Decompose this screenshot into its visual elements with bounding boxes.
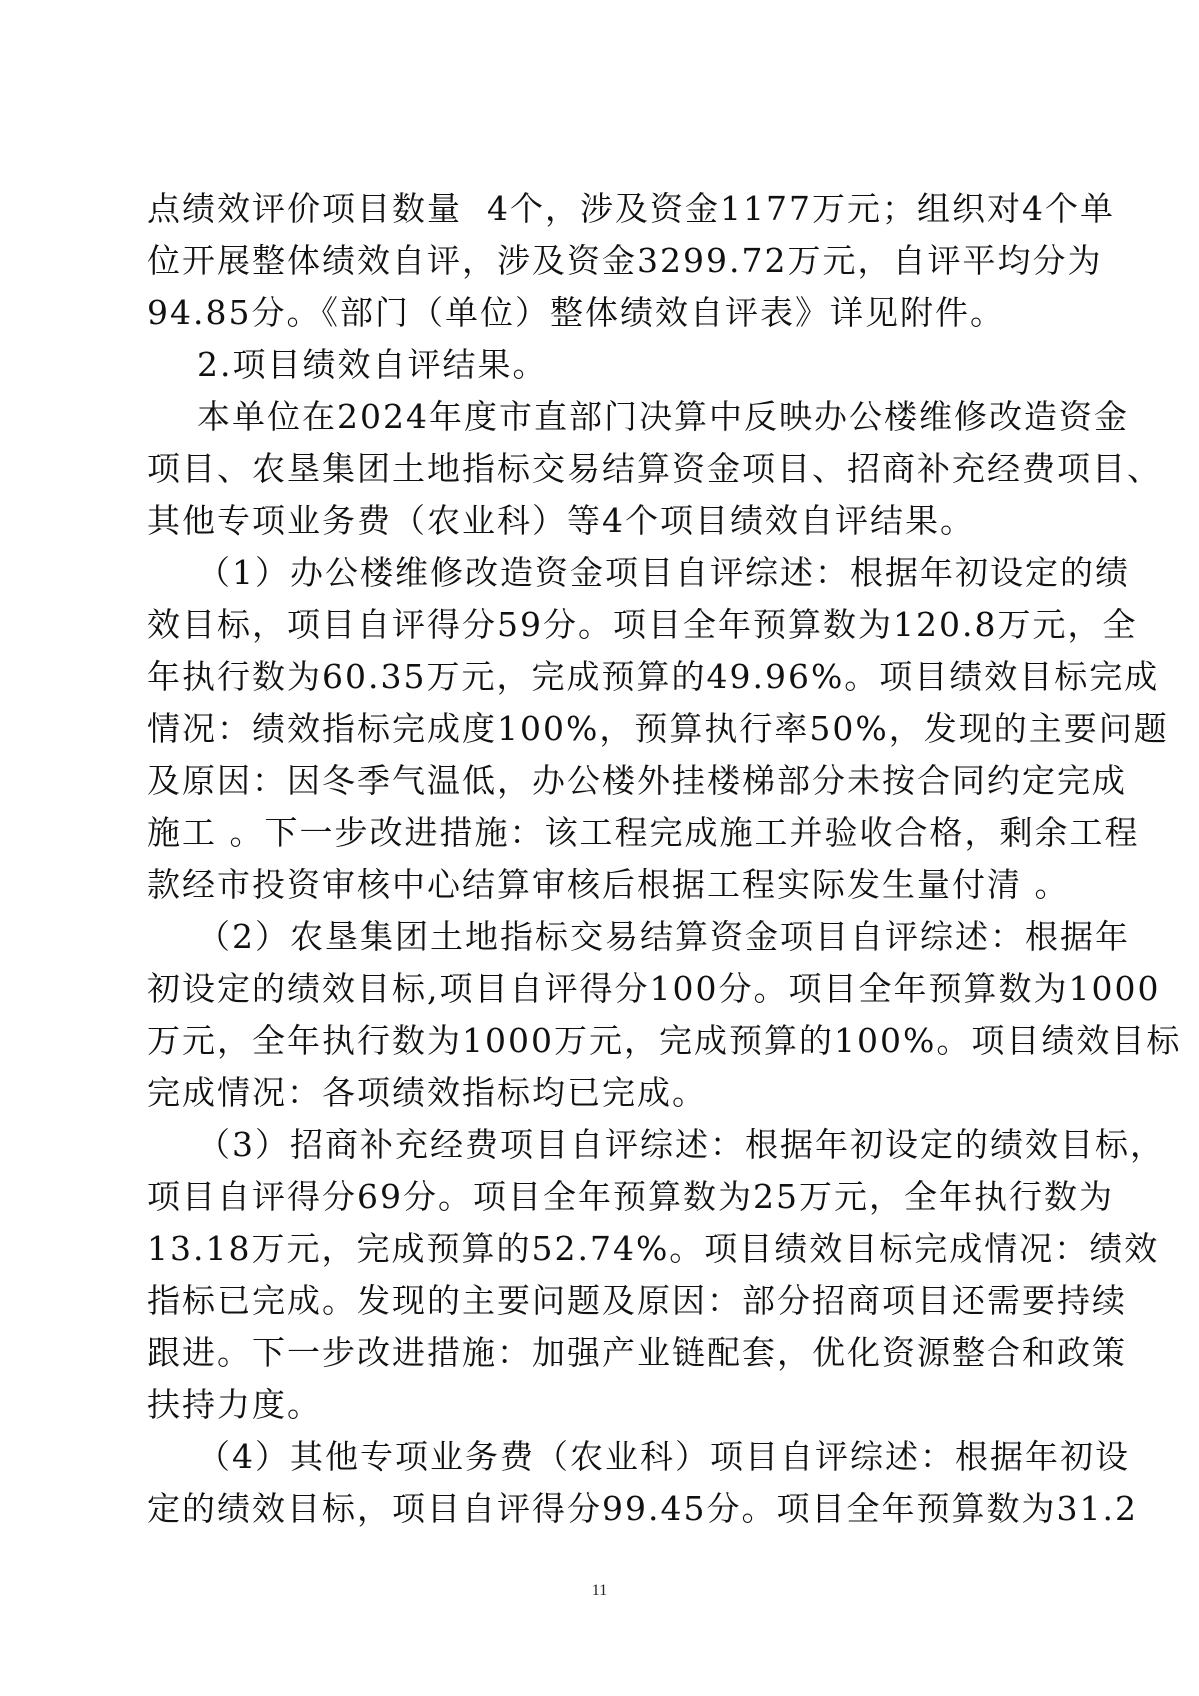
text-line: （4）其他专项业务费（农业科）项目自评综述：根据年初设 (147, 1437, 1130, 1476)
text-line: 13.18万元，完成预算的52.74%。项目绩效目标完成情况：绩效 (147, 1229, 1160, 1268)
text-line: 跟进。下一步改进措施：加强产业链配套，优化资源整合和政策 (147, 1333, 1127, 1372)
text-line: （1）办公楼维修改造资金项目自评综述：根据年初设定的绩 (147, 553, 1130, 592)
page-number: 11 (591, 1582, 608, 1599)
text-line: （2）农垦集团土地指标交易结算资金项目自评综述：根据年 (147, 917, 1130, 956)
text-line: 及原因：因冬季气温低，办公楼外挂楼梯部分未按合同约定完成 (147, 761, 1127, 800)
text-line: 年执行数为60.35万元，完成预算的49.96%。项目绩效目标完成 (147, 657, 1160, 696)
text-line: 施工 。下一步改进措施：该工程完成施工并验收合格，剩余工程 (147, 813, 1140, 852)
text-line: 万元，全年执行数为1000万元，完成预算的100%。项目绩效目标 (147, 1021, 1182, 1060)
text-line: 款经市投资审核中心结算审核后根据工程实际发生量付清 。 (147, 865, 1070, 904)
text-line: 94.85分。《部门（单位）整体绩效自评表》详见附件。 (147, 293, 1005, 332)
text-line: 定的绩效目标，项目自评得分99.45分。项目全年预算数为31.2 (147, 1489, 1138, 1528)
text-line: 位开展整体绩效自评，涉及资金3299.72万元，自评平均分为 (147, 241, 1103, 280)
text-line: 效目标，项目自评得分59分。项目全年预算数为120.8万元，全 (147, 605, 1138, 644)
document-body (147, 183, 1182, 1535)
text-line: 情况：绩效指标完成度100%，预算执行率50%，发现的主要问题 (147, 709, 1169, 748)
text-line: 项目自评得分69分。项目全年预算数为25万元，全年执行数为 (147, 1177, 1114, 1216)
text-line: 其他专项业务费（农业科）等4个项目绩效自评结果。 (147, 501, 975, 540)
text-line: 点绩效评价项目数量 4个，涉及资金1177万元；组织对4个单 (147, 189, 1115, 228)
text-line: 2.项目绩效自评结果。 (147, 345, 548, 384)
text-line: 指标已完成。发现的主要问题及原因：部分招商项目还需要持续 (147, 1281, 1127, 1320)
text-line: 项目、农垦集团土地指标交易结算资金项目、招商补充经费项目、 (147, 449, 1162, 488)
text-line: 初设定的绩效目标,项目自评得分100分。项目全年预算数为1000 (147, 969, 1161, 1008)
text-line: 扶持力度。 (147, 1385, 322, 1424)
text-line: 完成情况：各项绩效指标均已完成。 (147, 1073, 707, 1112)
text-line: （3）招商补充经费项目自评综述：根据年初设定的绩效目标， (147, 1125, 1165, 1164)
text-line: 本单位在2024年度市直部门决算中反映办公楼维修改造资金 (147, 397, 1129, 436)
